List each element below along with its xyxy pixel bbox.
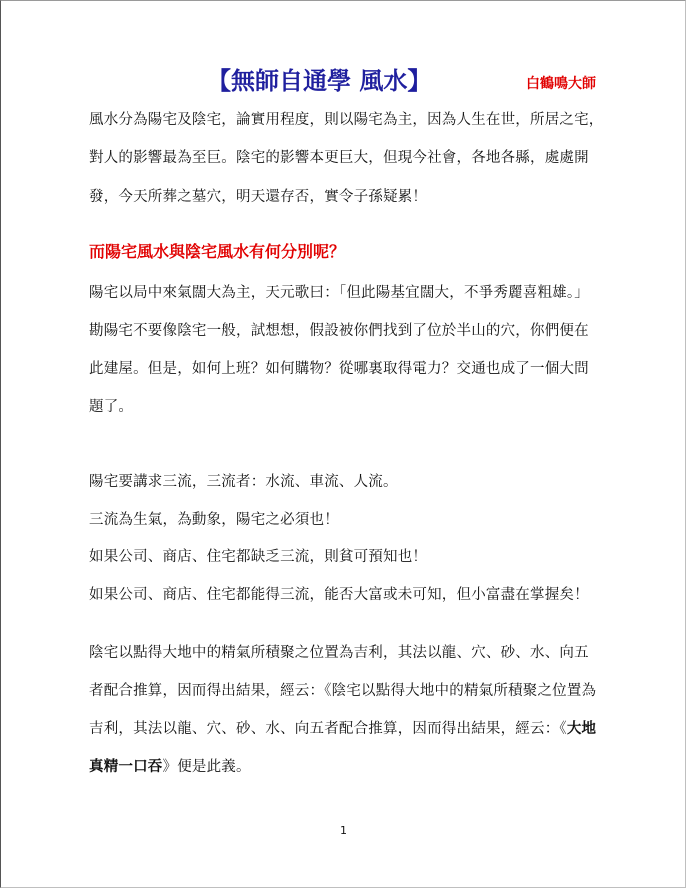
- intro-line-1: 風水分為陽宅及陰宅，論實用程度，則以陽宅為主，因為人生在世，所居之宅，: [89, 112, 604, 128]
- author-name: 白鶴鳴大師: [526, 76, 596, 92]
- yang-line-2: 勘陽宅不要像陰宅一般，試想想，假設被你們找到了位於半山的穴，你們便在: [89, 323, 589, 339]
- yin-line-4: [89, 757, 629, 777]
- yin-line-4-text: 》便是此義。: [162, 759, 251, 775]
- yang-line-4: 題了。: [89, 399, 134, 415]
- flows-line-4: 如果公司、商店、住宅都能得三流，能否大富或未可知，但小富盡在掌握矣！: [89, 587, 589, 603]
- document-title: 【無師自通學 風水】: [207, 67, 432, 95]
- yin-line-3-bold: 大地: [566, 721, 597, 737]
- yang-line-1: 陽宅以局中來氣闊大為主，天元歌曰：「但此陽基宜闊大，不爭秀麗喜粗雄。」: [89, 285, 589, 301]
- yang-line-3: 此建屋。但是，如何上班？如何購物？從哪裏取得電力？交通也成了一個大問: [89, 361, 589, 377]
- flows-line-2: 三流為生氣，為動象，陽宅之必須也！: [89, 512, 339, 528]
- page-number: 1: [340, 824, 347, 837]
- yin-line-3: [89, 719, 629, 739]
- yin-line-4-bold: 真精一口吞: [89, 759, 163, 775]
- yin-line-1: 陰宅以點得大地中的精氣所積聚之位置為吉利，其法以龍、穴、砂、水、向五: [89, 645, 589, 661]
- intro-line-3: 發，今天所葬之墓穴，明天還存否，實令子孫疑累！: [89, 189, 428, 205]
- flows-line-3: 如果公司、商店、住宅都缺乏三流，則貧可預知也！: [89, 549, 428, 565]
- intro-line-2: 對人的影響最為至巨。陰宅的影響本更巨大，但現今社會，各地各縣，處處開: [89, 150, 589, 166]
- flows-line-1: 陽宅要講求三流，三流者：水流、車流、人流。: [89, 474, 398, 490]
- yin-line-3-text: 吉利，其法以龍、穴、砂、水、向五者配合推算，因而得出結果，經云：《: [89, 721, 567, 737]
- section-heading: 而陽宅風水與陰宅風水有何分別呢？: [89, 242, 346, 261]
- yin-line-2: 者配合推算，因而得出結果，經云：《陰宅以點得大地中的精氣所積聚之位置為: [89, 683, 597, 699]
